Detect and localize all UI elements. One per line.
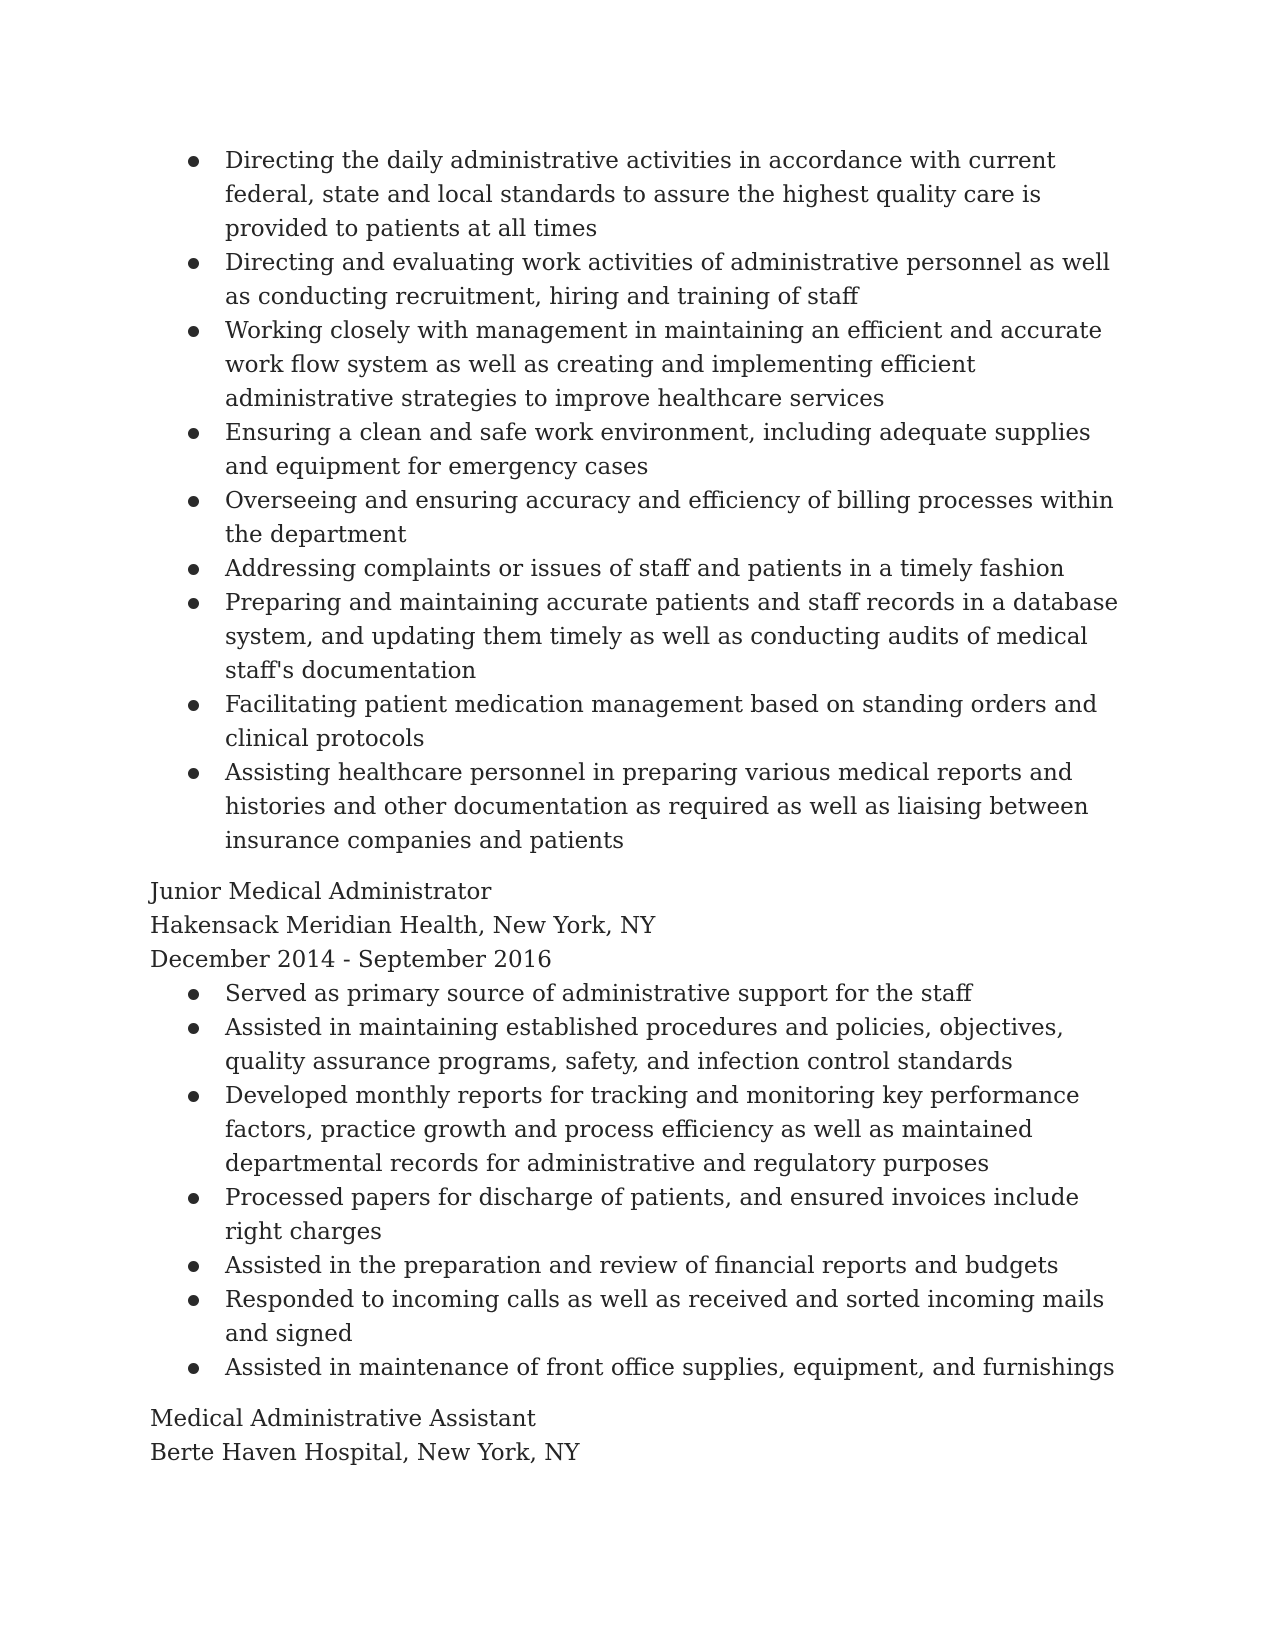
bullet-icon	[188, 428, 199, 439]
list-item-text: Preparing and maintaining accurate patients and staff records in a database system, and updating them timely as well as conducting audits of medical staff's documentation	[225, 590, 1119, 684]
job-title: Junior Medical Administrator	[150, 879, 492, 905]
list-item-text: Responded to incoming calls as well as received and sorted incoming mails and signed	[225, 1287, 1105, 1347]
list-item-text: Ensuring a clean and safe work environment, including adequate supplies and equipment for emergency cases	[225, 420, 1091, 480]
job-employer: Hakensack Meridian Health, New York, NY	[150, 913, 656, 939]
bullet-icon	[188, 598, 199, 609]
section-spacer	[150, 858, 1125, 875]
section-spacer	[150, 1385, 1125, 1402]
list-item	[150, 1181, 1125, 1249]
list-item	[150, 1249, 1125, 1283]
bullet-icon	[188, 1363, 199, 1374]
bullet-icon	[188, 989, 199, 1000]
bullet-icon	[188, 1091, 199, 1102]
bullet-icon	[188, 258, 199, 269]
resume-content	[150, 144, 1125, 1470]
list-item	[150, 144, 1125, 246]
bullet-icon	[188, 564, 199, 575]
list-item	[150, 1011, 1125, 1079]
job-duties-list	[150, 977, 1125, 1385]
list-item	[150, 246, 1125, 314]
bullet-icon	[188, 1261, 199, 1272]
list-item-text: Assisting healthcare personnel in preparing various medical reports and histories and other documentation as required as well as liaising between insurance companies and patients	[225, 760, 1089, 854]
list-item	[150, 552, 1125, 586]
list-item	[150, 1351, 1125, 1385]
list-item	[150, 1079, 1125, 1181]
list-item-text: Overseeing and ensuring accuracy and efficiency of billing processes within the department	[225, 488, 1114, 548]
list-item	[150, 314, 1125, 416]
list-item-text: Assisted in maintenance of front office supplies, equipment, and furnishings	[225, 1355, 1115, 1381]
list-item-text: Processed papers for discharge of patients, and ensured invoices include right charges	[225, 1185, 1080, 1245]
list-item	[150, 586, 1125, 688]
list-item-text: Directing and evaluating work activities of administrative personnel as well as conducting recruitment, hiring and training of staff	[225, 250, 1111, 310]
list-item	[150, 688, 1125, 756]
responsibilities-list	[150, 144, 1125, 858]
bullet-icon	[188, 1023, 199, 1034]
list-item-text: Assisted in the preparation and review of financial reports and budgets	[225, 1253, 1059, 1279]
list-item	[150, 1283, 1125, 1351]
job-employer: Berte Haven Hospital, New York, NY	[150, 1440, 580, 1466]
bullet-icon	[188, 1193, 199, 1204]
bullet-icon	[188, 1295, 199, 1306]
list-item-text: Directing the daily administrative activities in accordance with current federal, state and local standards to assure the highest quality care is provided to patients at all times	[225, 148, 1056, 242]
list-item-text: Addressing complaints or issues of staff and patients in a timely fashion	[225, 556, 1065, 582]
list-item	[150, 756, 1125, 858]
list-item	[150, 977, 1125, 1011]
list-item	[150, 484, 1125, 552]
bullet-icon	[188, 496, 199, 507]
bullet-icon	[188, 768, 199, 779]
bullet-icon	[188, 326, 199, 337]
list-item-text: Developed monthly reports for tracking and monitoring key performance factors, practice growth and process efficiency as well as maintained departmental records for administrative and regulatory purposes	[225, 1083, 1080, 1177]
list-item-text: Working closely with management in maintaining an efficient and accurate work flow system as well as creating and implementing efficient administrative strategies to improve healthcare services	[225, 318, 1103, 412]
list-item	[150, 416, 1125, 484]
bullet-icon	[188, 700, 199, 711]
list-item-text: Served as primary source of administrative support for the staff	[225, 981, 972, 1007]
list-item-text: Facilitating patient medication management based on standing orders and clinical protocols	[225, 692, 1098, 752]
bullet-icon	[188, 156, 199, 167]
list-item-text: Assisted in maintaining established procedures and policies, objectives, quality assurance programs, safety, and infection control standards	[225, 1015, 1064, 1075]
job-title: Medical Administrative Assistant	[150, 1406, 536, 1432]
job-dates: December 2014 - September 2016	[150, 947, 552, 973]
